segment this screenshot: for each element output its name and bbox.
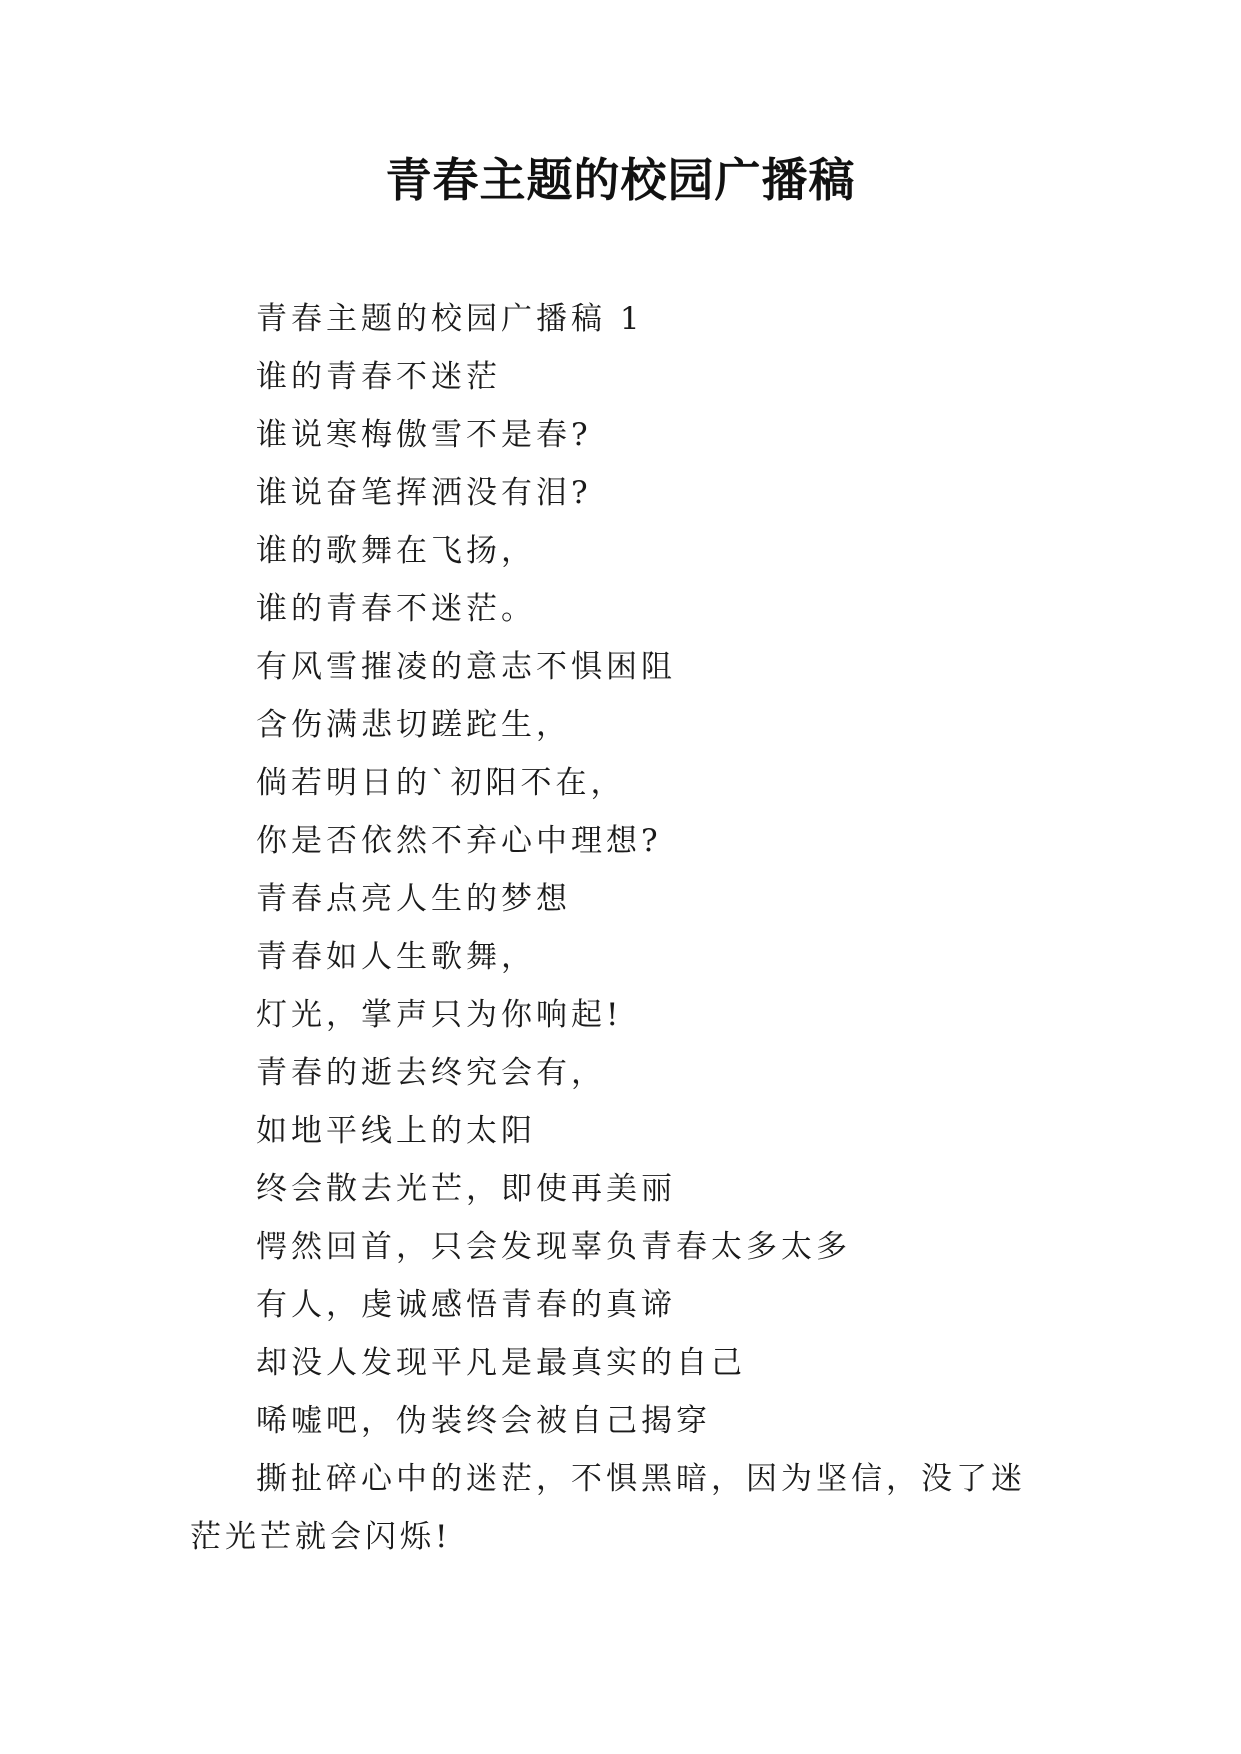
text-line: 青春的逝去终究会有，	[256, 1055, 606, 1091]
text-line: 青春点亮人生的梦想	[256, 881, 571, 917]
text-line: 愕然回首，只会发现辜负青春太多太多	[256, 1229, 851, 1265]
text-line: 你是否依然不弃心中理想?	[256, 823, 662, 859]
text-line: 含伤满悲切蹉跎生，	[256, 707, 571, 743]
text-line: 有风雪摧凌的意志不惧困阻	[256, 649, 676, 685]
text-line: 终会散去光芒，即使再美丽	[256, 1171, 676, 1207]
text-line: 倘若明日的`初阳不在，	[256, 765, 626, 801]
text-line: 灯光，掌声只为你响起!	[256, 997, 623, 1033]
text-line: 如地平线上的太阳	[256, 1113, 536, 1149]
closing-paragraph: 撕扯碎心中的迷茫，不惧黑暗，因为坚信，没了迷茫光芒就会闪烁!	[190, 1461, 1026, 1555]
text-line: 有人，虔诚感悟青春的真谛	[256, 1287, 676, 1323]
text-line: 谁的青春不迷茫	[256, 359, 501, 395]
text-line: 青春主题的校园广播稿 1	[256, 301, 644, 337]
document-body	[190, 290, 1060, 1566]
text-line: 青春如人生歌舞，	[256, 939, 536, 975]
text-line: 谁的青春不迷茫。	[256, 591, 536, 627]
text-line: 谁说寒梅傲雪不是春?	[256, 417, 592, 453]
document-title: 青春主题的校园广播稿	[385, 153, 856, 207]
text-line: 唏嘘吧，伪装终会被自己揭穿	[256, 1403, 711, 1439]
text-line: 谁的歌舞在飞扬，	[256, 533, 536, 569]
text-line: 谁说奋笔挥洒没有泪?	[256, 475, 592, 511]
text-line: 却没人发现平凡是最真实的自己	[256, 1345, 746, 1381]
